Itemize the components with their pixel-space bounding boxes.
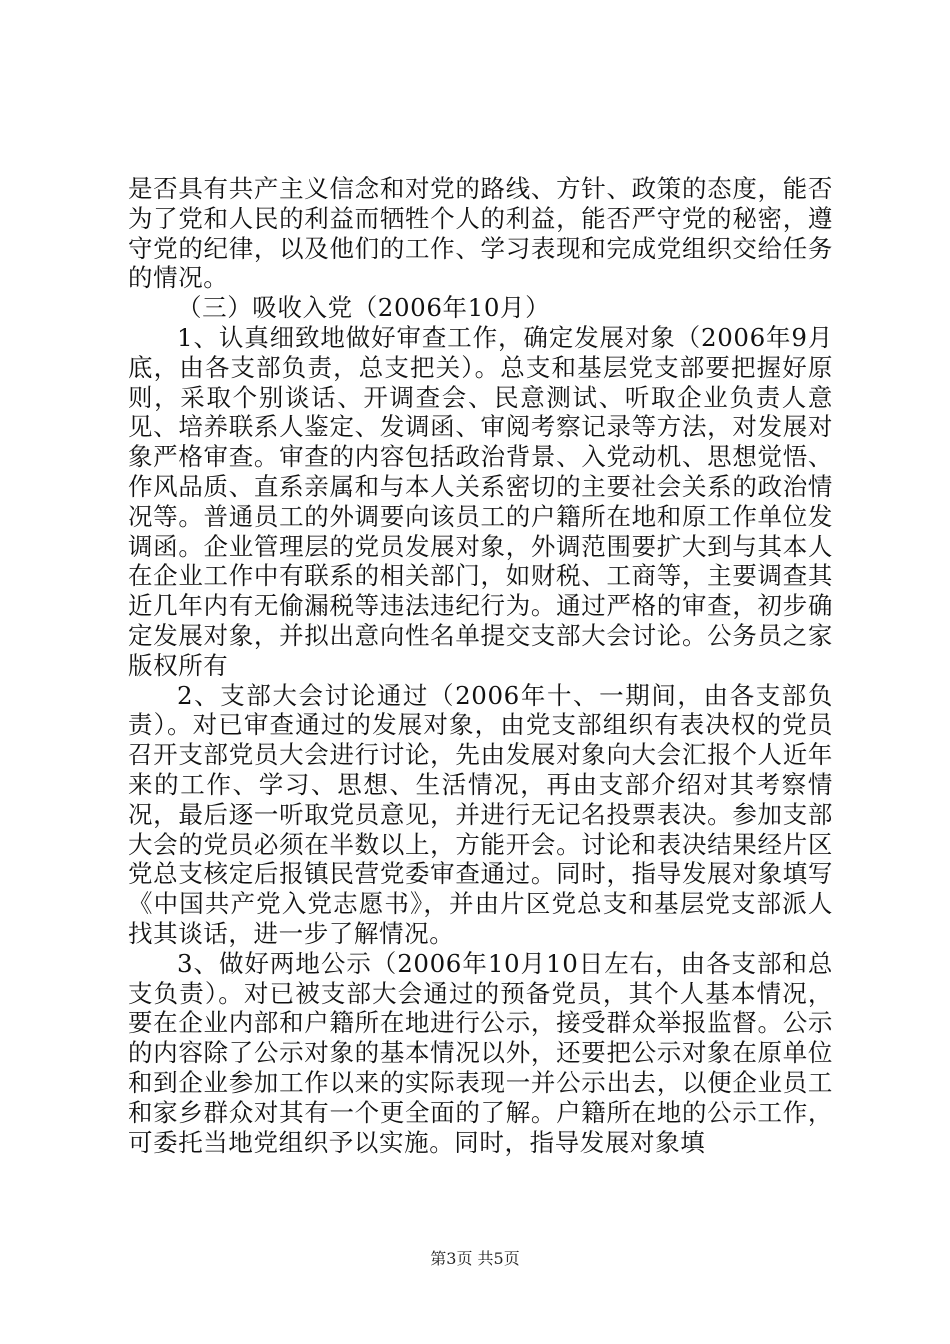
section-heading: （三）吸收入党（2006年10月） [177, 293, 551, 323]
document-body [128, 174, 833, 1157]
paragraph-item-2: 2、支部大会讨论通过（2006年十、一期间，由各支部负责）。对已审查通过的发展对象，由党支部组织有表决权的党员召开支部党员大会进行讨论，先由发展对象向大会汇报个人近年来的工作、学习、思想、生活情况，再由支部介绍对其考察情况，最后逐一听取党员意见，并进行无记名投票表决。参加支部大会的党员必须在半数以上，方能开会。讨论和表决结果经片区党总支核定后报镇民营党委审查通过。同时，指导发展对象填写《中国共产党入党志愿书》，并由片区党总支和基层党支部派人找其谈话，进一步了解情况。 [128, 680, 833, 948]
paragraph-item-3: 3、做好两地公示（2006年10月10日左右，由各支部和总支负责）。对已被支部大会通过的预备党员，其个人基本情况，要在企业内部和户籍所在地进行公示，接受群众举报监督。公示的内容除了公示对象的基本情况以外，还要把公示对象在原单位和到企业参加工作以来的实际表现一并公示出去，以便企业员工和家乡群众对其有一个更全面的了解。户籍所在地的公示工作，可委托当地党组织予以实施。同时，指导发展对象填 [128, 948, 833, 1157]
paragraph-continuation: 是否具有共产主义信念和对党的路线、方针、政策的态度，能否为了党和人民的利益而牺牲个人的利益，能否严守党的秘密，遵守党的纪律，以及他们的工作、学习表现和完成党组织交给任务的情况。 [128, 174, 833, 293]
page-number-footer: 第3页 共5页 [430, 1249, 520, 1268]
paragraph-item-1: 1、认真细致地做好审查工作，确定发展对象（2006年9月底，由各支部负责，总支把关）。总支和基层党支部要把握好原则，采取个别谈话、开调查会、民意测试、听取企业负责人意见、培养联系人鉴定、发调函、审阅考察记录等方法，对发展对象严格审查。审查的内容包括政治背景、入党动机、思想觉悟、作风品质、直系亲属和与本人关系密切的主要社会关系的政治情况等。普通员工的外调要向该员工的户籍所在地和原工作单位发调函。企业管理层的党员发展对象，外调范围要扩大到与其本人在企业工作中有联系的相关部门，如财税、工商等，主要调查其近几年内有无偷漏税等违法违纪行为。通过严格的审查，初步确定发展对象，并拟出意向性名单提交支部大会讨论。公务员之家版权所有 [128, 322, 833, 680]
